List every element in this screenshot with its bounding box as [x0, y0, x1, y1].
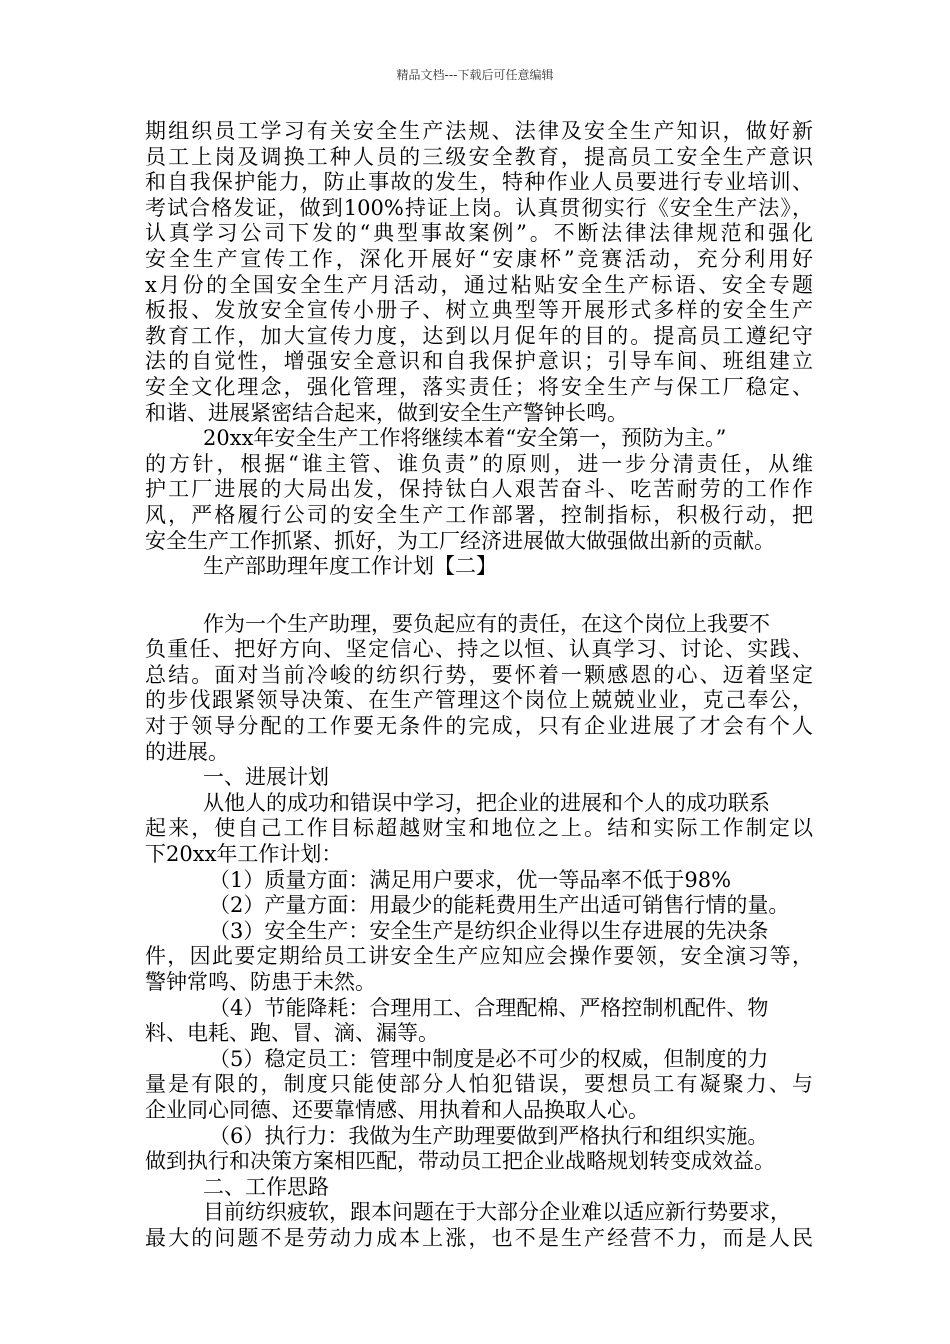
- paragraph-line: 教育工作，加大宣传力度，达到以月促年的目的。提高员工遵纪守: [145, 323, 813, 348]
- paragraph-line: 安全文化理念，强化管理，落实责任；将安全生产与保工厂稳定、: [145, 374, 813, 399]
- paragraph-line: 做到执行和决策方案相匹配，带动员工把企业战略规划转变成效益。: [145, 1149, 775, 1174]
- paragraph-line: 安全生产工作抓紧、抓好，为工厂经济进展做大做强做出新的贡献。: [145, 528, 775, 553]
- paragraph-line: 目前纺织疲软，跟本问题在于大部分企业难以适应新行势要求，: [203, 1200, 791, 1225]
- paragraph-line: 板报、发放安全宣传小册子、树立典型等开展形式多样的安全生产: [145, 298, 813, 323]
- paragraph-line: 警钟常鸣、防患于未然。: [145, 970, 376, 994]
- list-item: （2）产量方面：用最少的能耗费用生产出适可销售行情的量。: [209, 893, 790, 918]
- paragraph-line: 起来，使自己工作目标超越财宝和地位之上。结和实际工作制定以: [145, 816, 813, 841]
- section-heading: 一、进展计划: [203, 765, 329, 790]
- list-item: （6）执行力：我做为生产助理要做到严格执行和组织实施。: [209, 1123, 769, 1148]
- paragraph-line: 料、电耗、跑、冒、滴、漏等。: [145, 1021, 439, 1046]
- paragraph-line: 总结。面对当前冷峻的纺织行势，要怀着一颗感恩的心、迈着坚定: [145, 662, 813, 687]
- paragraph-line: 认真学习公司下发的“典型事故案例”。不断法律法律规范和强化: [145, 221, 813, 246]
- paragraph-line: 的进展。: [145, 739, 229, 764]
- paragraph-line: 企业同心同德、还要靠情感、用执着和人品换取人心。: [145, 1097, 649, 1122]
- paragraph-line: 20xx年安全生产工作将继续本着“安全第一，预防为主。”: [203, 426, 727, 451]
- list-item: （4）节能降耗：合理用工、合理配棉、严格控制机配件、物: [209, 995, 769, 1020]
- paragraph-line: 下20xx年工作计划：: [145, 842, 343, 867]
- list-item: （1）质量方面：满足用户要求，优一等品率不低于98%: [209, 867, 732, 892]
- page-header: 精品文档---下载后可任意编辑: [396, 68, 554, 82]
- paragraph-line: 护工厂进展的大局出发，保持钛白人艰苦奋斗、吃苦耐劳的工作作: [145, 477, 813, 502]
- paragraph-line: 从他人的成功和错误中学习，把企业的进展和个人的成功联系: [203, 790, 770, 815]
- list-item: （3）安全生产：安全生产是纺织企业得以生存进展的先决条: [209, 918, 769, 943]
- section-title: 生产部助理年度工作计划【二】: [203, 554, 497, 579]
- list-item: （5）稳定员工：管理中制度是必不可少的权威，但制度的力: [209, 1046, 769, 1071]
- paragraph-line: 期组织员工学习有关安全生产法规、法律及安全生产知识，做好新: [145, 119, 813, 143]
- paragraph-line: 和自我保护能力，防止事故的发生，特种作业人员要进行专业培训、: [145, 170, 813, 195]
- paragraph-line: 考试合格发证，做到100%持证上岗。认真贯彻实行《安全生产法》，: [145, 195, 813, 220]
- paragraph-line: 负重任、把好方向、坚定信心、持之以恒、认真学习、讨论、实践、: [145, 637, 813, 662]
- document-body: [145, 119, 813, 1252]
- blank-line: [145, 580, 813, 612]
- paragraph-line: x月份的全国安全生产月活动，通过粘贴安全生产标语、安全专题: [145, 272, 813, 297]
- paragraph-line: 和谐、进展紧密结合起来，做到安全生产警钟长鸣。: [145, 400, 628, 425]
- paragraph-line: 最大的问题不是劳动力成本上涨，也不是生产经营不力，而是人民: [145, 1225, 813, 1250]
- paragraph-line: 风，严格履行公司的安全生产工作部署，控制指标，积极行动，把: [145, 502, 813, 527]
- paragraph-line: 的步伐跟紧领导决策、在生产管理这个岗位上兢兢业业，克己奉公，: [145, 688, 813, 713]
- paragraph-line: 员工上岗及调换工种人员的三级安全教育，提高员工安全生产意识: [145, 144, 813, 169]
- paragraph-line: 对于领导分配的工作要无条件的完成，只有企业进展了才会有个人: [145, 714, 813, 739]
- paragraph-line: 件，因此要定期给员工讲安全生产应知应会操作要领，安全演习等，: [145, 944, 813, 969]
- paragraph-line: 法的自觉性，增强安全意识和自我保护意识；引导车间、班组建立: [145, 349, 813, 374]
- paragraph-line: 量是有限的，制度只能使部分人怕犯错误，要想员工有凝聚力、与: [145, 1072, 813, 1097]
- paragraph-line: 作为一个生产助理，要负起应有的责任，在这个岗位上我要不: [203, 611, 770, 636]
- paragraph-line: 安全生产宣传工作，深化开展好“安康杯”竞赛活动，充分利用好: [145, 246, 813, 271]
- paragraph-line: 的方针，根据“谁主管、谁负责”的原则，进一步分清责任，从维: [145, 451, 813, 476]
- section-heading: 二、工作思路: [203, 1174, 329, 1199]
